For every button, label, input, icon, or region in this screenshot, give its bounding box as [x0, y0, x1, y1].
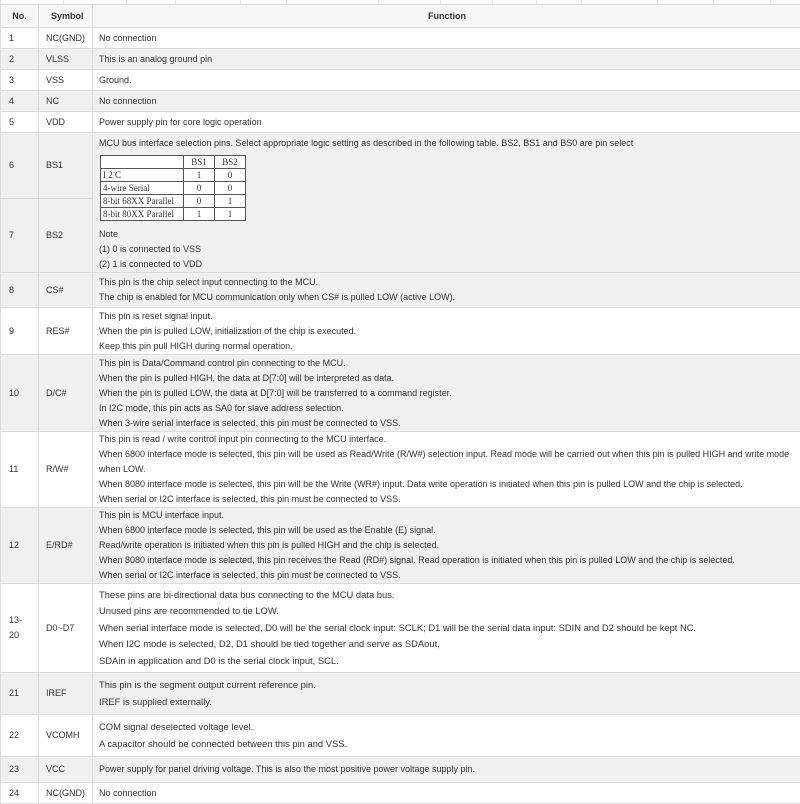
bs-value: 0 [184, 182, 215, 195]
table-row [1, 133, 800, 199]
function-line: Ground. [99, 73, 795, 88]
function-line: SDAin in application and D0 is the serial clock input, SCL. [99, 653, 795, 670]
pin-number: 10 [1, 355, 39, 432]
bs-header-cell [101, 156, 184, 169]
pin-number: 23 [1, 757, 39, 783]
pin-number: 5 [1, 112, 39, 133]
bs-value: 1 [184, 208, 215, 221]
function-line: No connection [99, 94, 795, 109]
pin-function [93, 757, 800, 783]
pin-function-table [0, 4, 800, 804]
function-line: When 6800 interface mode is selected, this pin will be used as the Enable (E) signal. [99, 523, 795, 538]
function-line: In I2C mode, this pin acts as SA0 for slave address selection. [99, 401, 795, 416]
bs-mode: 8-bit 80XX Parallel [101, 208, 184, 221]
pin-symbol: VDD [39, 112, 93, 133]
pin-symbol: RES# [39, 308, 93, 355]
table-row [1, 508, 800, 584]
function-line: A capacitor should be connected between this pin and VSS. [99, 736, 795, 753]
table-row [1, 715, 800, 757]
pin-function [93, 49, 800, 70]
function-line: When 8080 interface mode is selected, this pin receives the Read (RD#) signal. Read operation is initiated when this pin is pulled LOW and the chip is selected. [99, 553, 795, 568]
bs-row [101, 182, 246, 195]
pin-function [93, 508, 800, 584]
bs-mode: 8-bit 68XX Parallel [101, 195, 184, 208]
function-line: These pins are bi-directional data bus connecting to the MCU data bus. [99, 587, 795, 604]
table-row [1, 783, 800, 804]
pin-function [93, 432, 800, 508]
table-row [1, 28, 800, 49]
function-line: This pin is the chip select input connecting to the MCU. [99, 275, 795, 290]
pin-function [93, 673, 800, 715]
pin-function [93, 355, 800, 432]
table-row [1, 112, 800, 133]
bs-mode: I 2 C [101, 169, 184, 182]
table-row [1, 70, 800, 91]
pin-number: 21 [1, 673, 39, 715]
bs-value: 1 [184, 169, 215, 182]
pin-number: 4 [1, 91, 39, 112]
pin-number: 2 [1, 49, 39, 70]
table-row [1, 49, 800, 70]
function-line: Power supply for panel driving voltage. This is also the most positive power voltage supply pin. [99, 762, 795, 777]
pin-number [1, 584, 39, 673]
function-line: This pin is Data/Command control pin connecting to the MCU. [99, 356, 795, 371]
table-row [1, 308, 800, 355]
function-line: This is an analog ground pin [99, 52, 795, 67]
table-row [1, 91, 800, 112]
pin-symbol: VLSS [39, 49, 93, 70]
header-function: Function [93, 5, 800, 28]
bs-value: 0 [215, 182, 246, 195]
pin-function [93, 273, 800, 308]
pin-symbol: BS2 [39, 199, 93, 273]
bs-header-row [101, 156, 246, 169]
pin-symbol: CS# [39, 273, 93, 308]
pin-symbol: D/C# [39, 355, 93, 432]
pin-number: 22 [1, 715, 39, 757]
function-line: When serial interface mode is selected, D0 will be the serial clock input: SCLK; D1 will be the serial data input: SDIN and D2 should be kept NC. [99, 620, 795, 637]
bs-value: 1 [215, 208, 246, 221]
function-line: When 3-wire serial interface is selected, this pin must be connected to VSS. [99, 416, 795, 431]
pin-function [93, 70, 800, 91]
function-line: No connection [99, 31, 795, 46]
table-row [1, 584, 800, 673]
pin-function [93, 112, 800, 133]
pin-symbol: R/W# [39, 432, 93, 508]
function-line: when LOW. [99, 462, 795, 477]
pin-symbol: VCOMH [39, 715, 93, 757]
function-line: This pin is the segment output current reference pin. [99, 677, 795, 694]
function-line: Keep this pin pull HIGH during normal operation. [99, 339, 795, 354]
function-line: Power supply pin for core logic operation [99, 115, 795, 130]
bs-header-cell: BS1 [184, 156, 215, 169]
bs-function-cell [93, 133, 800, 273]
pin-symbol: NC(GND) [39, 28, 93, 49]
bs-row [101, 169, 246, 182]
bs-intro-text: MCU bus interface selection pins. Select appropriate logic setting as described in the following table. BS2, BS1 and BS0 are pin select [99, 136, 795, 151]
pin-number-text: 13- [9, 613, 32, 628]
table-row [1, 355, 800, 432]
pin-number: 6 [1, 133, 39, 199]
function-line: Read/write operation is initiated when this pin is pulled HIGH and the chip is selected. [99, 538, 795, 553]
table-row [1, 432, 800, 508]
header-no: No. [1, 5, 39, 28]
note-line: (2) 1 is connected to VDD [99, 257, 795, 272]
pin-symbol: NC(GND) [39, 783, 93, 804]
bs-value: 0 [184, 195, 215, 208]
pin-symbol: D0~D7 [39, 584, 93, 673]
pin-function [93, 715, 800, 757]
pin-number-text: 20 [9, 628, 32, 643]
header-symbol: Symbol [39, 5, 93, 28]
bs-value: 1 [215, 195, 246, 208]
pin-function [93, 584, 800, 673]
note-line: (1) 0 is connected to VSS [99, 242, 795, 257]
pin-symbol: VCC [39, 757, 93, 783]
function-line: When 6800 interface mode is selected, this pin will be used as Read/Write (R/W#) selection input. Read mode will be carried out when this pin is pulled HIGH and write mode [99, 447, 795, 462]
function-line: Unused pins are recommended to tie LOW. [99, 603, 795, 620]
table-row [1, 757, 800, 783]
function-line: No connection [99, 786, 795, 801]
bs-selection-table [100, 155, 246, 221]
function-line: COM signal deselected voltage level. [99, 719, 795, 736]
bs-value: 0 [215, 169, 246, 182]
function-line: When the pin is pulled LOW, initialization of the chip is executed. [99, 324, 795, 339]
pin-function [93, 28, 800, 49]
pin-function [93, 308, 800, 355]
pin-number: 8 [1, 273, 39, 308]
function-line: When 8080 interface mode is selected, this pin will be the Write (WR#) input. Data write operation is initiated when this pin is pulled LOW and the chip is selected. [99, 477, 795, 492]
pin-number: 7 [1, 199, 39, 273]
bs-header-cell: BS2 [215, 156, 246, 169]
pin-number: 12 [1, 508, 39, 584]
function-line: When the pin is pulled LOW, the data at D[7:0] will be transferred to a command register. [99, 386, 795, 401]
pin-number: 1 [1, 28, 39, 49]
function-line: This pin is MCU interface input. [99, 508, 795, 523]
pin-symbol: VSS [39, 70, 93, 91]
function-line: This pin is reset signal input. [99, 309, 795, 324]
pin-symbol: NC [39, 91, 93, 112]
function-line: This pin is read / write control input pin connecting to the MCU interface. [99, 432, 795, 447]
pin-symbol: E/RD# [39, 508, 93, 584]
table-row [1, 273, 800, 308]
pin-function [93, 783, 800, 804]
pin-number: 11 [1, 432, 39, 508]
pin-symbol: IREF [39, 673, 93, 715]
function-line: When the pin is pulled HIGH, the data at D[7:0] will be interpreted as data. [99, 371, 795, 386]
pin-number: 3 [1, 70, 39, 91]
function-line: When serial or I2C interface is selected, this pin must be connected to VSS. [99, 492, 795, 507]
pin-symbol: BS1 [39, 133, 93, 199]
table-row [1, 673, 800, 715]
table-header-row [1, 5, 800, 28]
note-title: Note [99, 227, 795, 242]
function-line: IREF is supplied externally. [99, 694, 795, 711]
function-line: The chip is enabled for MCU communication only when CS# is pulled LOW (active LOW). [99, 290, 795, 305]
function-line: When serial or I2C interface is selected, this pin must be connected to VSS. [99, 568, 795, 583]
bs-row [101, 208, 246, 221]
pin-number: 24 [1, 783, 39, 804]
bs-row [101, 195, 246, 208]
pin-function [93, 91, 800, 112]
pin-number: 9 [1, 308, 39, 355]
bs-mode: 4-wire Serial [101, 182, 184, 195]
function-line: When I2C mode is selected, D2, D1 should be tied together and serve as SDAout, [99, 636, 795, 653]
